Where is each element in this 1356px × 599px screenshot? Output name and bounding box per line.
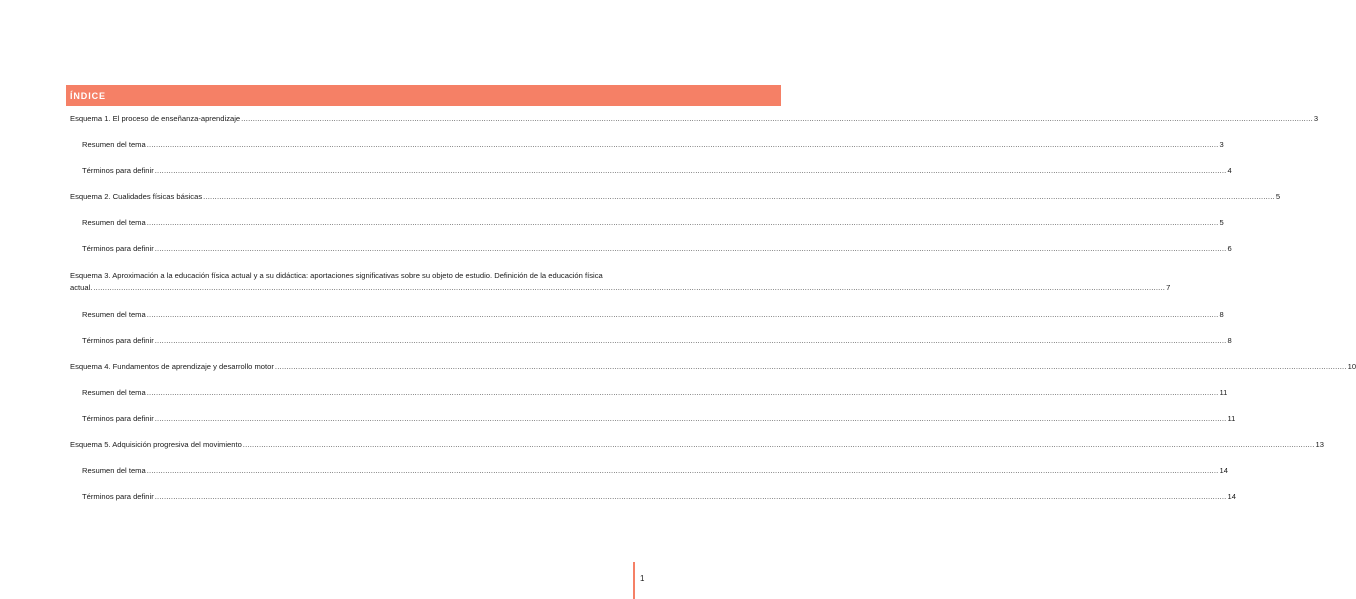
toc-entry[interactable] bbox=[70, 388, 1228, 398]
toc-entry-page: 11 bbox=[1219, 388, 1228, 397]
toc-entry-page: 14 bbox=[1219, 466, 1228, 475]
toc-entry-title: Resumen del tema bbox=[82, 140, 146, 149]
dot-leader bbox=[203, 192, 1275, 202]
toc-entry-page: 3 bbox=[1313, 114, 1319, 123]
dot-leader bbox=[147, 388, 1219, 398]
toc-entry-page: 8 bbox=[1219, 310, 1224, 319]
dot-leader bbox=[147, 218, 1219, 228]
toc-entry-page: 5 bbox=[1219, 218, 1224, 227]
toc-entry[interactable] bbox=[70, 492, 1236, 502]
toc-entry[interactable] bbox=[70, 270, 1171, 294]
toc-entry-page: 7 bbox=[1166, 283, 1171, 292]
toc-entry-page: 4 bbox=[1227, 166, 1232, 175]
toc-entry[interactable] bbox=[70, 440, 1324, 450]
toc-entry-title: Términos para definir bbox=[82, 414, 154, 423]
dot-leader bbox=[275, 362, 1347, 372]
dot-leader bbox=[147, 140, 1219, 150]
toc-entry[interactable] bbox=[70, 414, 1236, 424]
toc-entry-page: 11 bbox=[1227, 414, 1236, 423]
toc-entry-title: Resumen del tema bbox=[82, 218, 146, 227]
toc-entry[interactable] bbox=[70, 244, 1232, 254]
toc-entry[interactable] bbox=[70, 336, 1232, 346]
toc-entry-page: 3 bbox=[1219, 140, 1224, 149]
page-number: 1 bbox=[640, 574, 645, 583]
dot-leader bbox=[241, 114, 1313, 124]
toc-entry[interactable] bbox=[70, 362, 1356, 372]
dot-leader bbox=[93, 282, 1165, 294]
toc-entry[interactable] bbox=[70, 140, 1224, 150]
dot-leader bbox=[155, 492, 1227, 502]
toc-entry[interactable] bbox=[70, 310, 1224, 320]
toc-entry-title: Términos para definir bbox=[82, 492, 154, 501]
dot-leader bbox=[155, 414, 1227, 424]
toc-entry-title: Esquema 1. El proceso de enseñanza-aprendizaje bbox=[70, 114, 241, 123]
dot-leader bbox=[147, 466, 1219, 476]
toc-heading: ÍNDICE bbox=[70, 90, 106, 101]
toc-entry-title: Términos para definir bbox=[82, 336, 154, 345]
toc-entry-page: 5 bbox=[1275, 192, 1281, 201]
toc-entry-page: 6 bbox=[1227, 244, 1232, 253]
toc-entry[interactable] bbox=[70, 218, 1224, 228]
toc-entry-page: 8 bbox=[1227, 336, 1232, 345]
toc-heading-bar bbox=[66, 85, 781, 106]
toc-entry-title: Esquema 2. Cualidades físicas básicas bbox=[70, 192, 203, 201]
dot-leader bbox=[155, 244, 1227, 254]
toc-list bbox=[70, 114, 1356, 502]
toc-entry-page: 13 bbox=[1315, 440, 1324, 449]
dot-leader bbox=[155, 336, 1227, 346]
toc-entry[interactable] bbox=[70, 466, 1228, 476]
dot-leader bbox=[243, 440, 1315, 450]
dot-leader bbox=[147, 310, 1219, 320]
toc-entry-title: Resumen del tema bbox=[82, 466, 146, 475]
toc-entry[interactable] bbox=[70, 192, 1281, 202]
toc-entry-title: Términos para definir bbox=[82, 244, 154, 253]
toc-entry-title: Esquema 3. Aproximación a la educación física actual y a su didáctica: aportaciones significativas sobre su objeto de estudio. Definición de la educación física bbox=[70, 271, 603, 280]
toc-entry-page: 10 bbox=[1347, 362, 1356, 371]
toc-entry-title: Resumen del tema bbox=[82, 310, 146, 319]
footer-accent-bar bbox=[633, 562, 635, 599]
toc-entry-title: Esquema 5. Adquisición progresiva del movimiento bbox=[70, 440, 242, 449]
dot-leader bbox=[155, 166, 1227, 176]
toc-entry-page: 14 bbox=[1227, 492, 1236, 501]
toc-entry-title: Términos para definir bbox=[82, 166, 154, 175]
toc-entry[interactable] bbox=[70, 166, 1232, 176]
toc-entry[interactable] bbox=[70, 114, 1319, 124]
toc-entry-title-continued: actual. bbox=[70, 283, 93, 292]
toc-entry-title: Resumen del tema bbox=[82, 388, 146, 397]
toc-entry-title: Esquema 4. Fundamentos de aprendizaje y desarrollo motor bbox=[70, 362, 274, 371]
